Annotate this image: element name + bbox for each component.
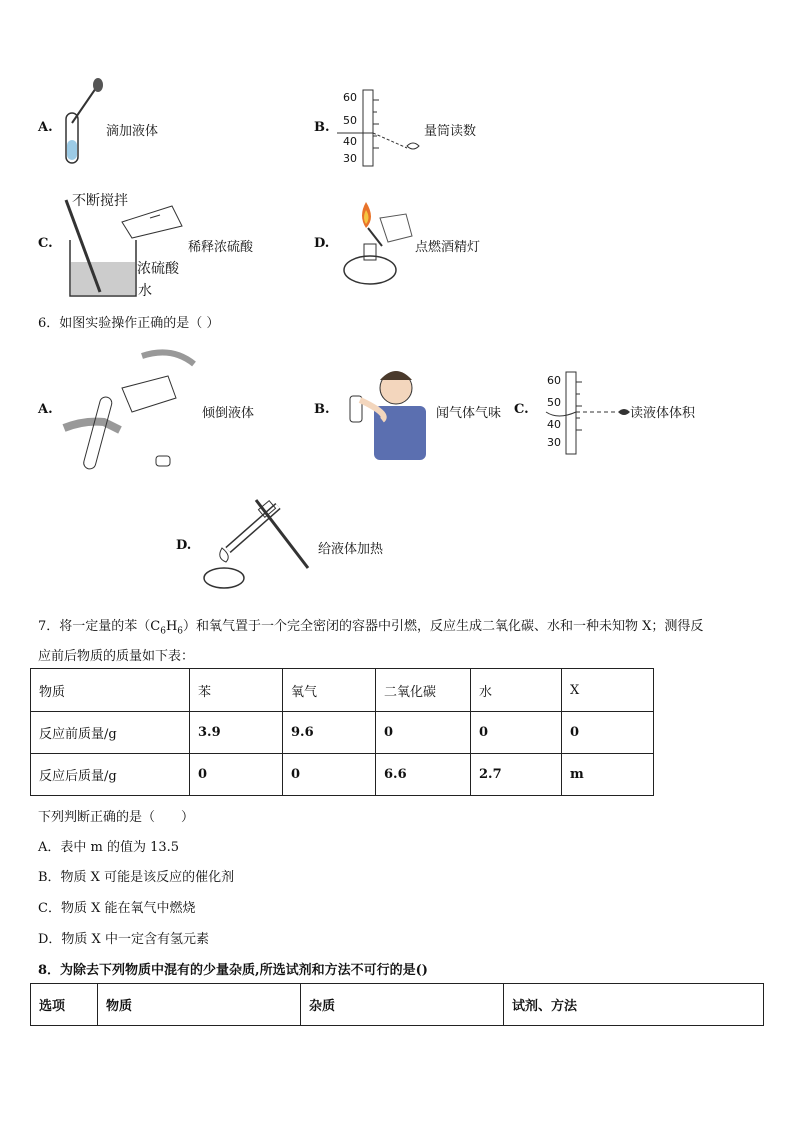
q6-c-tick-40: 40 <box>547 418 561 431</box>
q7-sub1: 6 <box>160 626 166 637</box>
q7-table <box>30 668 654 796</box>
table-cell: m <box>562 754 654 796</box>
q5-c-note-acid: 浓硫酸 <box>137 261 179 277</box>
q5-c-note-water: 水 <box>138 283 152 299</box>
smell-gas-figure <box>340 366 430 462</box>
table-cell: X <box>562 669 654 712</box>
table-header-cell: 试剂、方法 <box>504 984 764 1026</box>
q7-stem-line1 <box>38 615 703 637</box>
table-row <box>31 669 654 712</box>
q6-option-a-label: A. <box>38 402 53 417</box>
q7-stem-mid: H <box>165 619 178 634</box>
table-cell: 水 <box>471 669 562 712</box>
q7-prompt: 下列判断正确的是（ ） <box>38 810 195 825</box>
q7-sub2: 6 <box>177 626 184 637</box>
q7-option-b: B．物质 X 可能是该反应的催化剂 <box>38 870 235 885</box>
table-cell: 苯 <box>190 669 283 712</box>
q7-stem-pre: 7．将一定量的苯（C <box>38 619 161 634</box>
q6-option-d-label: D. <box>176 538 192 553</box>
table-cell: 6.6 <box>376 754 471 796</box>
alcohol-lamp-lighting-figure <box>336 196 416 290</box>
q5-option-d-label: D. <box>314 236 330 251</box>
table-row <box>31 712 654 754</box>
q6-stem: 6．如图实验操作正确的是（ ） <box>38 316 220 331</box>
q5-option-c-label: C. <box>38 236 53 251</box>
table-cell: 9.6 <box>283 712 376 754</box>
table-cell: 0 <box>562 712 654 754</box>
q8-stem: 8．为除去下列物质中混有的少量杂质,所选试剂和方法不可行的是() <box>38 963 428 978</box>
q6-c-tick-30: 30 <box>547 436 561 449</box>
q7-option-d: D．物质 X 中一定含有氢元素 <box>38 932 209 947</box>
q5-option-b-caption: 量筒读数 <box>424 124 477 139</box>
table-cell: 2.7 <box>471 754 562 796</box>
table-cell: 二氧化碳 <box>376 669 471 712</box>
q6-option-d-caption: 给液体加热 <box>318 542 384 557</box>
table-cell: 0 <box>190 754 283 796</box>
q6-option-a-caption: 倾倒液体 <box>202 406 255 421</box>
q5-option-c-caption: 稀释浓硫酸 <box>188 240 254 255</box>
q7-option-a: A．表中 m 的值为 13.5 <box>38 840 180 855</box>
table-cell: 0 <box>471 712 562 754</box>
dropper-test-tube-figure <box>60 78 110 178</box>
q6-c-tick-60: 60 <box>547 374 561 387</box>
q5-option-d-caption: 点燃酒精灯 <box>415 240 481 255</box>
table-cell: 0 <box>283 754 376 796</box>
dilute-acid-figure <box>62 192 192 300</box>
table-cell: 氧气 <box>283 669 376 712</box>
table-cell: 反应后质量/g <box>31 754 190 796</box>
q5-option-a-label: A. <box>38 120 53 135</box>
q5-b-tick-40: 40 <box>343 135 357 148</box>
q5-option-a-caption: 滴加液体 <box>106 124 159 139</box>
table-row <box>31 984 764 1026</box>
table-cell: 3.9 <box>190 712 283 754</box>
q6-option-c-caption: 读液体体积 <box>630 406 696 421</box>
table-header-cell: 杂质 <box>301 984 504 1026</box>
q5-b-tick-50: 50 <box>343 114 357 127</box>
table-cell: 0 <box>376 712 471 754</box>
q6-option-c-label: C. <box>514 402 529 417</box>
q6-option-b-caption: 闻气体气味 <box>436 406 502 421</box>
q7-stem-post: ）和氧气置于一个完全密闭的容器中引燃，反应生成二氧化碳、水和一种未知物 X；测得反 <box>183 619 704 634</box>
table-header-cell: 选项 <box>31 984 98 1026</box>
heat-liquid-figure <box>200 492 315 592</box>
q6-c-tick-50: 50 <box>547 396 561 409</box>
table-header-cell: 物质 <box>98 984 301 1026</box>
q8-table <box>30 983 764 1026</box>
table-cell: 物质 <box>31 669 190 712</box>
q5-b-tick-60: 60 <box>343 91 357 104</box>
q5-b-tick-30: 30 <box>343 152 357 165</box>
q5-option-b-label: B. <box>314 120 330 135</box>
pour-liquid-figure <box>58 336 198 476</box>
q5-c-note-stir: 不断搅拌 <box>72 193 128 209</box>
q6-option-b-label: B. <box>314 402 330 417</box>
table-row <box>31 754 654 796</box>
q7-stem-line2: 应前后物质的质量如下表： <box>38 649 195 664</box>
q7-option-c: C．物质 X 能在氧气中燃烧 <box>38 901 196 916</box>
table-cell: 反应前质量/g <box>31 712 190 754</box>
